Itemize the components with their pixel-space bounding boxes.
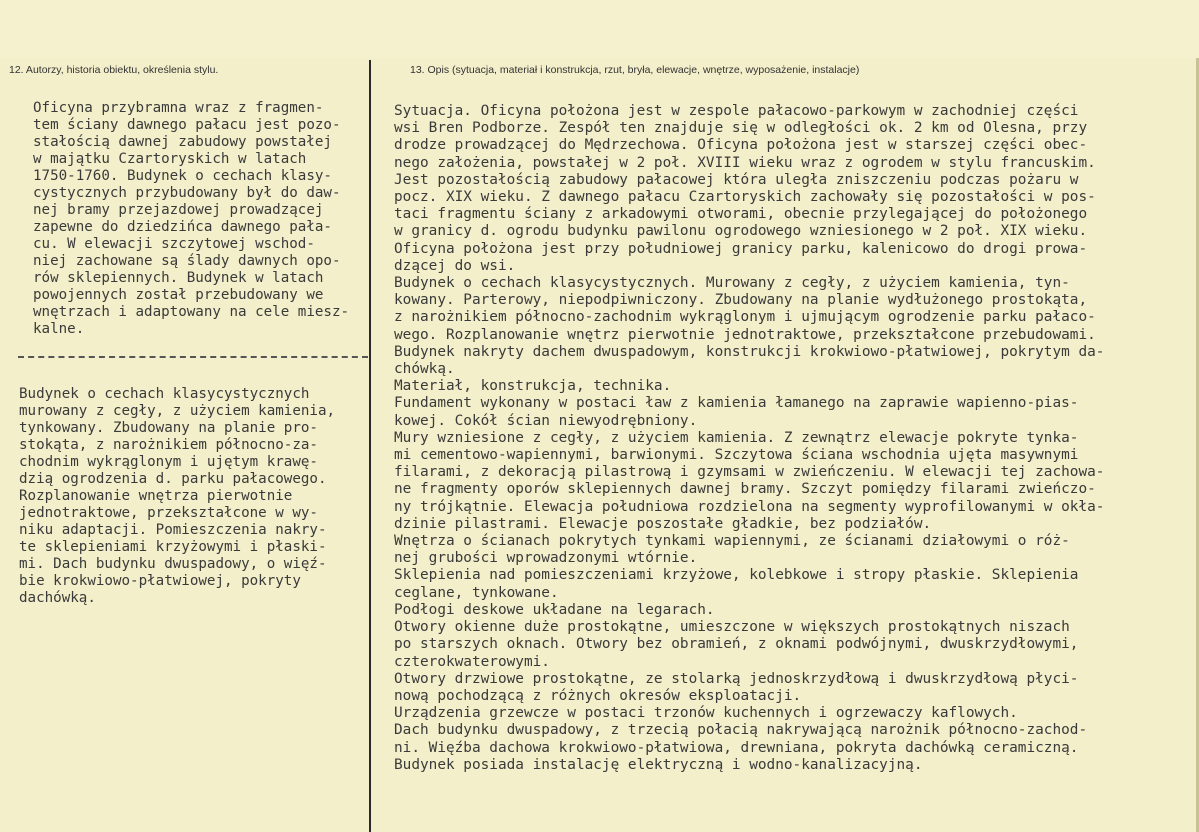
text-line: mi cementowo-wapiennymi, barwionymi. Szczytowa ściana wschodnia ujęta masywnymi — [394, 447, 1079, 464]
text-line: wego. Rozplanowanie wnętrz pierwotnie jednotraktowe, przekształcone przebudowami. — [394, 326, 1096, 343]
text-line: Jest pozostałością zabudowy pałacowej która uległa zniszczeniu podczas pożaru w — [394, 171, 1079, 188]
text-line: Budynek o cechach klasycystycznych. Murowany z cegły, z użyciem kamienia, tyn- — [394, 275, 1070, 292]
text-line: Sklepienia nad pomieszczeniami krzyżowe, kolebkowe i stropy płaskie. Sklepienia — [394, 567, 1079, 584]
text-line: Budynek posiada instalację elektryczną i wodno-kanalizacyjną. — [394, 756, 923, 773]
text-line: Urządzenia grzewcze w postaci trzonów kuchennych i ogrzewaczy kaflowych. — [394, 705, 1018, 722]
text-line: kowej. Cokół ścian niewyodrębniony. — [394, 412, 698, 429]
text-line: tynkowany. Zbudowany na planie pro- — [19, 420, 318, 436]
text-line: ne fragmenty oporów sklepiennych dawnej bramy. Szczyt pomiędzy filarami zwieńczo- — [394, 481, 1096, 498]
text-line: dzią ogrodzenia d. parku pałacowego. — [19, 471, 327, 487]
text-line: Oficyna położona jest przy południowej granicy parku, kalenicowo do drogi prowa- — [394, 240, 1088, 257]
text-line: filarami, z dekoracją pilastrową i gzymsami w zwieńczeniu. W elewacji tej zachowa- — [394, 464, 1105, 481]
text-line: 1750-1760. Budynek o cechach klasy- — [33, 168, 332, 184]
text-line: stokąta, z narożnikiem północno-za- — [19, 437, 318, 453]
text-line: chówką. — [394, 361, 455, 378]
text-line: Fundament wykonany w postaci ław z kamienia łamanego na zaprawie wapienno-pias- — [394, 395, 1079, 412]
text-line: ceglane, tynkowane. — [394, 584, 559, 601]
text-line: Mury wzniesione z cegły, z użyciem kamienia. Z zewnątrz elewacje pokryte tynka- — [394, 429, 1079, 446]
text-line: nową pochodzącą z różnych okresów eksploatacji. — [394, 687, 802, 704]
text-line: drodze prowadzącej do Mędrzechowa. Oficyna położona jest w starszej części obec- — [394, 137, 1088, 154]
section-13-header: 13. Opis (sytuacja, materiał i konstrukcja, rzut, bryła, elewacje, wnętrze, wyposażenie, instalacje) — [410, 64, 860, 76]
text-line: Oficyna przybramna wraz z fragmen- — [33, 100, 324, 116]
text-line: z narożnikiem północno-zachodnim wykrąglonym i ujmującym ogrodzenie parku pałaco- — [394, 309, 1096, 326]
text-line: wsi Bren Podborze. Zespół ten znajduje się w odległości ok. 2 km od Olesna, przy — [394, 120, 1088, 137]
text-line: niku adaptacji. Pomieszczenia nakry- — [19, 522, 327, 538]
text-line: Budynek o cechach klasycystycznych — [19, 386, 310, 402]
text-line: Otwory okienne duże prostokątne, umieszczone w większych prostokątnych niszach — [394, 619, 1070, 636]
text-line: rów sklepiennych. Budynek w latach — [33, 270, 324, 286]
text-line: Dach budynku dwuspadowy, z trzecią połacią nakrywającą narożnik północno-zachod- — [394, 722, 1088, 739]
text-line: taci fragmentu ściany z arkadowymi otworami, obecnie przylegającej do położonego — [394, 206, 1088, 223]
text-line: kowany. Parterowy, niepodpiwniczony. Zbudowany na planie wydłużonego prostokąta, — [394, 292, 1088, 309]
dashed-separator — [18, 356, 368, 358]
style-summary-text — [19, 386, 369, 607]
text-line: powojennych został przebudowany we — [33, 287, 324, 303]
text-line: tem ściany dawnego pałacu jest pozo- — [33, 117, 341, 133]
section-12-header: 12. Autorzy, historia obiektu, określenia stylu. — [9, 64, 219, 76]
text-line: Sytuacja. Oficyna położona jest w zespole pałacowo-parkowym w zachodniej części — [394, 103, 1079, 119]
text-line: ni. Więźba dachowa krokwiowo-płatwiowa, drewniana, pokryta dachówką ceramiczną. — [394, 739, 1079, 756]
text-line: te sklepieniami krzyżowymi i płaski- — [19, 539, 327, 555]
text-line: Rozplanowanie wnętrza pierwotnie — [19, 488, 293, 504]
text-line: cystycznych przybudowany był do daw- — [33, 185, 341, 201]
text-line: cu. W elewacji szczytowej wschod- — [33, 236, 315, 252]
text-line: murowany z cegły, z użyciem kamienia, — [19, 403, 336, 419]
page-top-margin — [0, 0, 1199, 58]
text-line: dachówką. — [19, 590, 96, 606]
text-line: ny trójkątnie. Elewacja południowa rozdzielona na segmenty wyprofilowanymi w okła- — [394, 498, 1105, 515]
text-line: wnętrzach i adaptowany na cele miesz- — [33, 304, 350, 320]
history-text — [33, 100, 373, 338]
description-text — [394, 103, 1199, 774]
text-line: zapewne do dziedzińca dawnego pała- — [33, 219, 332, 235]
text-line: stałością dawnej zabudowy powstałej — [33, 134, 332, 150]
text-line: Podłogi deskowe układane na legarach. — [394, 601, 715, 618]
text-line: dzinie pilastrami. Elewacje poszostałe gładkie, bez podziałów. — [394, 515, 932, 532]
text-line: Wnętrza o ścianach pokrytych tynkami wapiennymi, ze ścianami działowymi o róż- — [394, 533, 1070, 550]
text-line: chodnim wykrąglonym i ujętym krawę- — [19, 454, 318, 470]
text-line: w granicy d. ogrodu budynku pawilonu ogrodowego wzniesionego w 2 poł. XIX wieku. — [394, 223, 1088, 240]
text-line: jednotraktowe, przekształcone w wy- — [19, 505, 318, 521]
text-line: nego założenia, powstałej w 2 poł. XVIII wieku wraz z ogrodem w stylu francuskim. — [394, 154, 1096, 171]
text-line: Budynek nakryty dachem dwuspadowym, konstrukcji krokwiowo-płatwiowej, pokrytym da- — [394, 343, 1105, 360]
text-line: nej bramy przejazdowej prowadzącej — [33, 202, 324, 218]
text-line: Otwory drzwiowe prostokątne, ze stolarką jednoskrzydłową i dwuskrzydłową płyci- — [394, 670, 1079, 687]
text-line: w majątku Czartoryskich w latach — [33, 151, 307, 167]
text-line: nej grubości wprowadzonymi wtórnie. — [394, 550, 698, 567]
text-line: po starszych oknach. Otwory bez obramień, z oknami podwójnymi, dwuskrzydłowymi, — [394, 636, 1079, 653]
text-line: bie krokwiowo-płatwiowej, pokryty — [19, 573, 301, 589]
text-line: kalne. — [33, 321, 85, 337]
text-line: czterokwaterowymi. — [394, 653, 550, 670]
text-line: mi. Dach budynku dwuspadowy, o więź- — [19, 556, 327, 572]
text-line: Materiał, konstrukcja, technika. — [394, 378, 672, 395]
text-line: niej zachowane są ślady dawnych opo- — [33, 253, 341, 269]
text-line: dzącej do wsi. — [394, 257, 516, 274]
text-line: pocz. XIX wieku. Z dawnego pałacu Czartoryskich zachowały się pozostałości w pos- — [394, 189, 1096, 206]
